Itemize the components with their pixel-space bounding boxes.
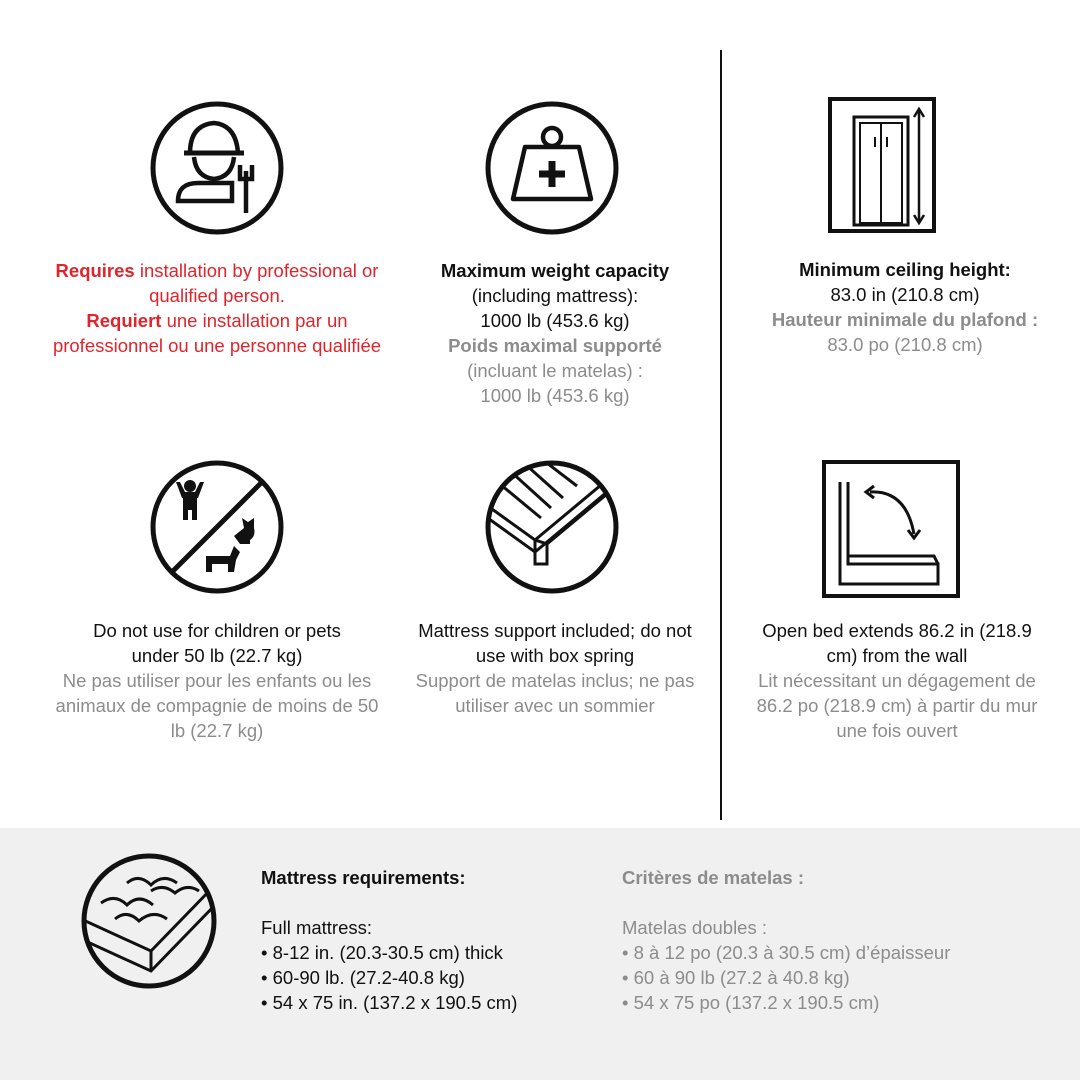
weight-fr-line1: (incluant le matelas) : [467,360,643,381]
mattress-fr-item: • 8 à 12 po (20.3 à 30.5 cm) d’épaisseur [622,942,951,963]
mattress-en-item: • 60-90 lb. (27.2-40.8 kg) [261,967,465,988]
ceiling-fr-value: 83.0 po (210.8 cm) [827,334,983,355]
installation-fr-bold: Requiert [86,310,162,331]
no-children-pets-icon [150,460,284,594]
mattress-en-item: • 54 x 75 in. (137.2 x 190.5 cm) [261,992,518,1013]
bed-open-arrow-icon [822,460,960,598]
ceiling-en-value: 83.0 in (210.8 cm) [830,284,980,305]
weight-en-title: Maximum weight capacity [440,260,670,281]
door-height-icon [828,97,936,233]
installation-text [52,258,382,358]
weight-text [400,258,710,408]
weight-fr-title: Poids maximal supporté [448,335,662,356]
weight-plus-icon [485,101,619,235]
installation-en-text: installation by professional or qualified person. [134,260,379,306]
ceiling-en-title: Minimum ceiling height: [799,259,1011,280]
slat-support-icon [485,460,619,594]
mattress-icon [81,853,217,989]
ceiling-text [740,257,1070,357]
installation-en-bold: Requires [55,260,135,281]
mattress-en-item: • 8-12 in. (20.3-30.5 cm) thick [261,942,503,963]
ceiling-fr-title: Hauteur minimale du plafond : [771,309,1039,330]
clearance-fr: Lit nécessitant un dégagement de 86.2 po (218.9 cm) à partir du mur une fois ouvert [756,670,1038,741]
installation-fr-text: une installation par un professionnel ou une personne qualifiée [52,310,382,356]
support-text [405,618,705,718]
clearance-text [742,618,1052,743]
children-text [52,618,382,743]
mattress-en [261,865,601,1015]
children-fr: Ne pas utiliser pour les enfants ou les animaux de compagnie de moins de 50 lb (22.7 kg) [55,670,379,741]
clearance-en: Open bed extends 86.2 in (218.9 cm) from the wall [762,620,1032,666]
weight-fr-value: 1000 lb (453.6 kg) [480,385,630,406]
weight-en-value: 1000 lb (453.6 kg) [480,310,630,331]
mattress-fr-subtitle: Matelas doubles : [622,917,768,938]
vertical-divider [720,50,722,820]
mattress-fr [622,865,1042,1015]
mattress-fr-title: Critères de matelas : [622,867,805,888]
mattress-en-subtitle: Full mattress: [261,917,373,938]
mattress-fr-item: • 60 à 90 lb (27.2 à 40.8 kg) [622,967,850,988]
mattress-fr-item: • 54 x 75 po (137.2 x 190.5 cm) [622,992,880,1013]
children-en: Do not use for children or pets under 50 lb (22.7 kg) [93,620,341,666]
mattress-en-title: Mattress requirements: [261,867,466,888]
support-fr: Support de matelas inclus; ne pas utiliser avec un sommier [415,670,695,716]
support-en: Mattress support included; do not use with box spring [418,620,692,666]
worker-with-wrench-icon [150,101,284,235]
weight-en-line1: (including mattress): [471,285,639,306]
